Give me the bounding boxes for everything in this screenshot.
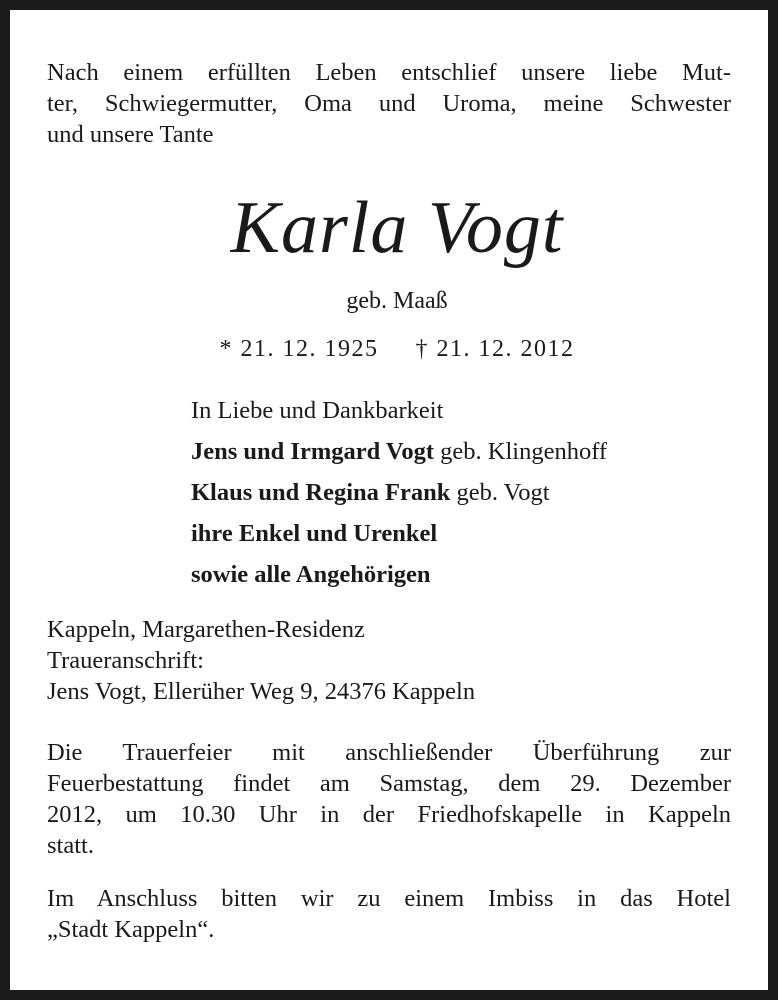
mourner-birth-name: geb. Vogt: [450, 479, 550, 506]
mourner-line: [191, 554, 731, 595]
mourners-block: [191, 390, 731, 595]
deceased-name: Karla Vogt: [230, 187, 564, 269]
intro-line: und unsere Tante: [47, 121, 214, 148]
reception-line: „Stadt Kappeln“.: [47, 916, 215, 943]
funeral-line: Die Trauerfeier mit anschließender Überführung zur: [47, 739, 731, 766]
mourners-intro: In Liebe und Dankbarkeit: [191, 397, 444, 424]
reception-line: Im Anschluss bitten wir zu einem Imbiss in das Hotel: [47, 885, 731, 912]
mourner-names: sowie alle Angehörigen: [191, 561, 431, 588]
birth-name: geb. Maaß: [346, 288, 448, 314]
funeral-line: statt.: [47, 832, 94, 859]
funeral-line: Feuerbestattung findet am Samstag, dem 29. Dezember: [47, 770, 731, 797]
intro-paragraph: [47, 57, 731, 150]
mourner-birth-name: geb. Klingenhoff: [434, 438, 608, 465]
intro-line: ter, Schwiegermutter, Oma und Uroma, meine Schwester: [47, 90, 731, 117]
address-block: [47, 614, 731, 707]
address-label: Traueranschrift:: [47, 647, 204, 674]
address-line: Jens Vogt, Ellerüher Weg 9, 24376 Kappeln: [47, 678, 476, 705]
birth-date: 21. 12. 1925: [240, 336, 379, 362]
birth-star-icon: *: [219, 336, 233, 362]
mourner-line: [191, 472, 731, 513]
mourner-line: [191, 431, 731, 472]
mourner-names: ihre Enkel und Urenkel: [191, 520, 438, 547]
life-dates: [10, 334, 768, 364]
death-cross-icon: †: [415, 336, 429, 362]
mourner-line: [191, 513, 731, 554]
funeral-paragraph: [47, 737, 731, 861]
mourner-names: Klaus und Regina Frank: [191, 479, 451, 506]
address-place: Kappeln, Margarethen-Residenz: [47, 616, 365, 643]
intro-line: Nach einem erfüllten Leben entschlief unsere liebe Mut-: [47, 59, 731, 86]
funeral-line: 2012, um 10.30 Uhr in der Friedhofskapelle in Kappeln: [47, 801, 731, 828]
mourner-names: Jens und Irmgard Vogt: [191, 438, 435, 465]
death-date: 21. 12. 2012: [436, 336, 575, 362]
reception-paragraph: [47, 883, 731, 945]
